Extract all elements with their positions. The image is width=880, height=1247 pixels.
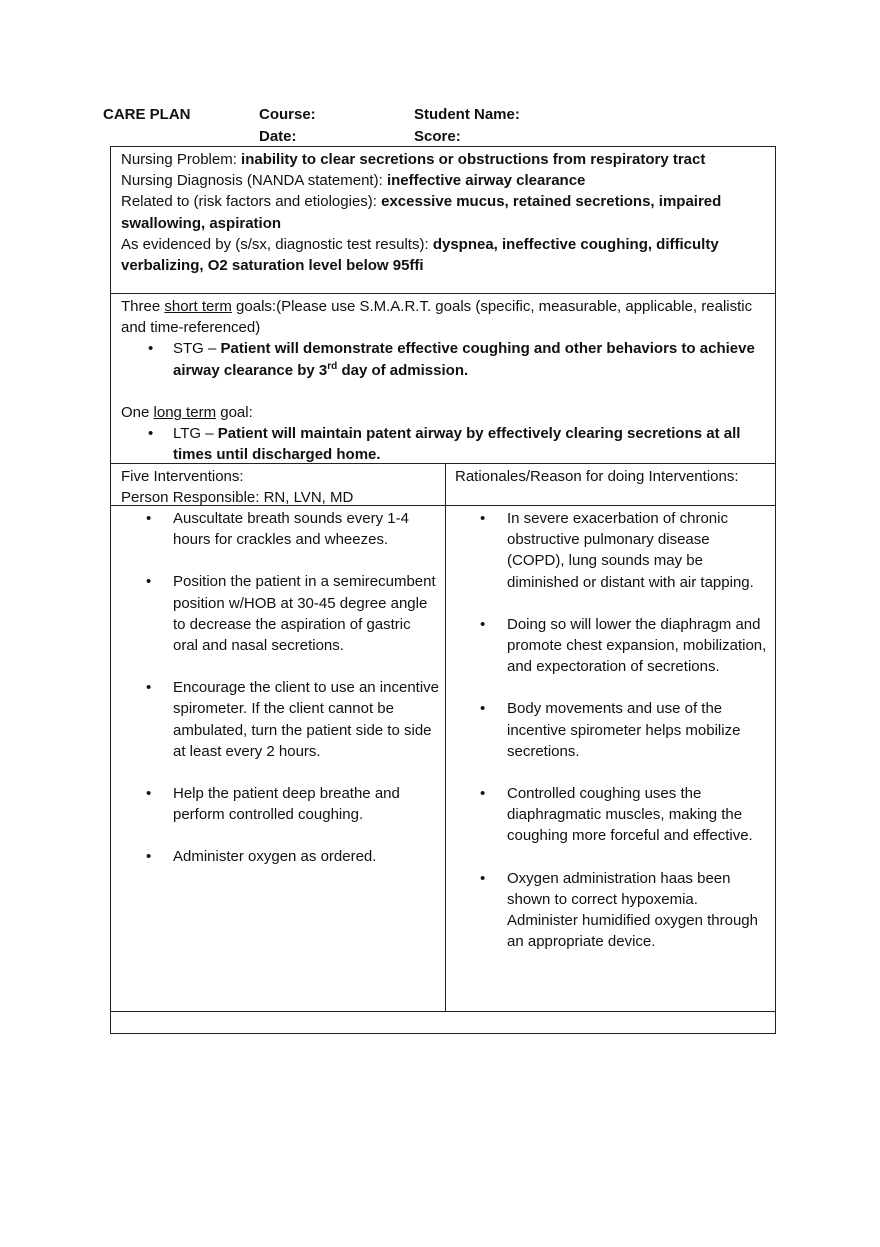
ltg-item: • LTG – Patient will maintain patent airway by effectively clearing secretions at all times until discharged home. — [148, 425, 741, 464]
long-term-goal-heading: One long term goal: — [121, 403, 253, 421]
rationale-item: • Doing so will lower the diaphragm and promote chest expansion, mobilization, and expectoration of secretions. — [480, 615, 767, 676]
problem-section — [111, 147, 775, 294]
interventions-list — [111, 506, 446, 1011]
bullet-icon: • — [148, 425, 154, 443]
date-label: Date: — [259, 128, 297, 145]
care-plan-title: CARE PLAN — [103, 106, 191, 123]
rationales-header: Rationales/Reason for doing Interventions: — [455, 468, 739, 485]
intervention-item: • Help the patient deep breathe and perform controlled coughing. — [146, 785, 400, 824]
goals-section — [111, 294, 775, 464]
stg-item: • STG – Patient will demonstrate effective coughing and other behaviors to achieve airway clearance by 3rd day of admission. — [148, 340, 755, 379]
interventions-header: Five Interventions: Person Responsible: RN, LVN, MD — [111, 464, 446, 505]
rationale-item: • Oxygen administration haas been shown to correct hypoxemia. Administer humidified oxygen through an appropriate device. — [480, 869, 758, 951]
empty-footer-row — [111, 1012, 775, 1033]
nursing-problem: Nursing Problem: inability to clear secretions or obstructions from respiratory tract — [121, 151, 706, 168]
related-to: Related to (risk factors and etiologies): excessive mucus, retained secretions, impaired swallowing, aspiration — [121, 193, 722, 232]
interventions-header-row — [111, 464, 775, 506]
rationale-item: • Controlled coughing uses the diaphragmatic muscles, making the coughing more forceful and effective. — [480, 785, 753, 845]
intervention-item: • Encourage the client to use an incentive spirometer. If the client cannot be ambulated, turn the patient side to side at least every 2 hours. — [146, 679, 440, 760]
student-name-label: Student Name: — [414, 106, 520, 123]
intervention-item: • Administer oxygen as ordered. — [146, 848, 377, 866]
intervention-item: • Auscultate breath sounds every 1-4 hours for crackles and wheezes. — [146, 510, 409, 549]
intervention-item: • Position the patient in a semirecumbent position w/HOB at 30-45 degree angle to decrease the aspiration of gastric oral and nasal secretions. — [146, 573, 436, 655]
evidenced-by: As evidenced by (s/sx, diagnostic test results): dyspnea, ineffective coughing, difficulty verbalizing, O2 saturation level below 95ffi — [121, 235, 719, 275]
interventions-body-row — [111, 506, 775, 1012]
course-label: Course: — [259, 106, 316, 123]
rationale-item: • In severe exacerbation of chronic obstructive pulmonary disease (COPD), lung sounds may be diminished or distant with air tapping. — [480, 510, 754, 591]
score-label: Score: — [414, 128, 461, 145]
bullet-icon: • — [148, 340, 154, 358]
short-term-goals-heading: Three short term goals:(Please use S.M.A.R.T. goals (specific, measurable, applicable, realistic and time-referenced) — [121, 298, 753, 337]
rationale-item: • Body movements and use of the incentive spirometer helps mobilize secretions. — [480, 700, 741, 760]
rationales-list — [446, 506, 775, 1011]
nursing-diagnosis: Nursing Diagnosis (NANDA statement): ineffective airway clearance — [121, 172, 586, 190]
care-plan-table — [110, 146, 776, 1034]
